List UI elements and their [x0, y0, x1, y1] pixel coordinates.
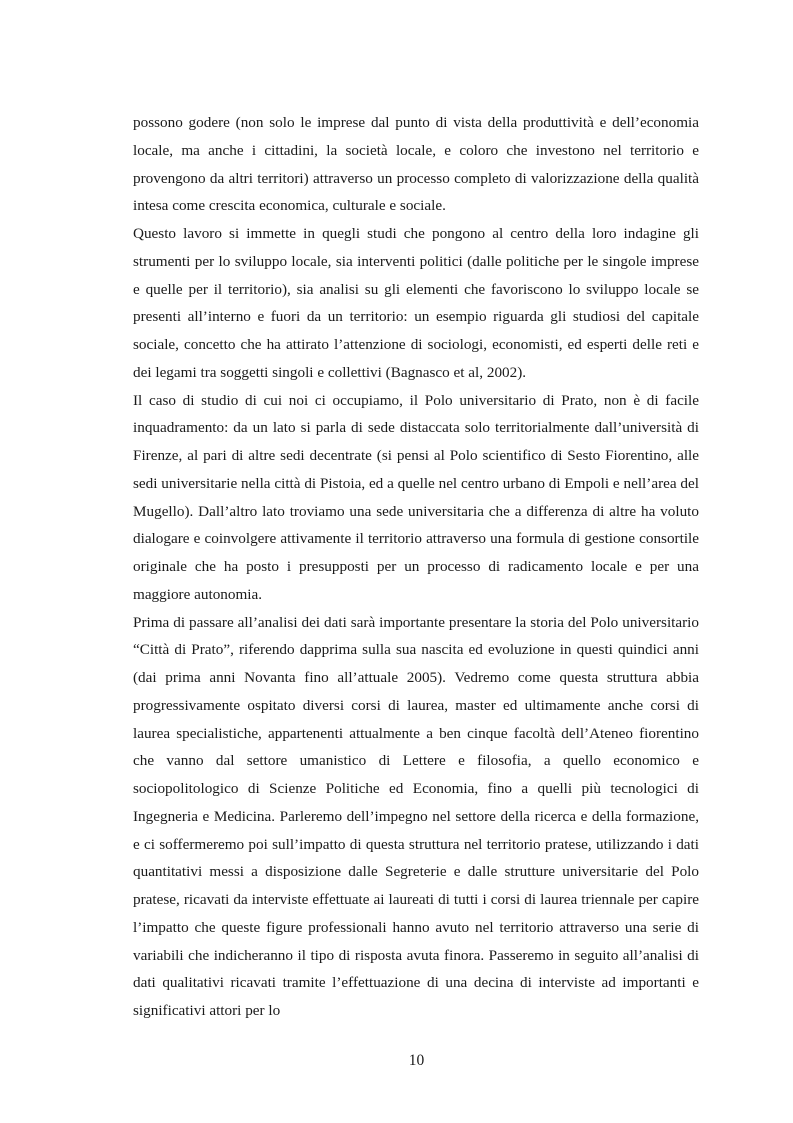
- paragraph-2: Questo lavoro si immette in quegli studi che pongono al centro della loro indagine gli strumenti per lo sviluppo locale, sia interventi politici (dalle politiche per le singole imprese e quelle per il territorio), sia analisi su gli elementi che favoriscono lo sviluppo locale se presenti all’interno e fuori da un territorio: un esempio riguarda gli studiosi del capitale sociale, concetto che ha attirato l’attenzione di sociologi, economisti, ed esperti delle reti e dei legami tra soggetti singoli e collettivi (Bagnasco et al, 2002).: [133, 225, 699, 381]
- paragraph-3: Il caso di studio di cui noi ci occupiamo, il Polo universitario di Prato, non è di facile inquadramento: da un lato si parla di sede distaccata solo territorialmente dall’università di Firenze, al pari di altre sedi decentrate (si pensi al Polo scientifico di Sesto Fiorentino, alle sedi universitarie nella città di Pistoia, ed a quelle nel centro urbano di Empoli e nell’area del Mugello). Dall’altro lato troviamo una sede universitaria che a differenza di altre ha voluto dialogare e coinvolgere attivamente il territorio attraverso una formula di gestione consortile originale che ha posto i presupposti per un processo di radicamento locale e per una maggiore autonomia.: [133, 391, 699, 603]
- paragraph-4: Prima di passare all’analisi dei dati sarà importante presentare la storia del Polo universitario “Città di Prato”, riferendo dapprima sulla sua nascita ed evoluzione in questi quindici anni (dai prima anni Novanta fino all’attuale 2005). Vedremo come questa struttura abbia progressivamente ospitato diversi corsi di laurea, master ed ultimamente anche corsi di laurea specialistiche, appartenenti attualmente a ben cinque facoltà dell’Ateneo fiorentino che vanno dal settore umanistico di Lettere e filosofia, a quello economico e sociopolitologico di Scienze Politiche ed Economia, fino a quelli più tecnologici di Ingegneria e Medicina. Parleremo dell’impegno nel settore della ricerca e della formazione, e ci soffermeremo poi sull’impatto di questa struttura nel territorio pratese, utilizzando i dati quantitativi messi a disposizione dalle Segreterie e dalle strutture universitarie del Polo pratese, ricavati da interviste effettuate ai laureati di tutti i corsi di laurea triennale per capire l’impatto che queste figure professionali hanno avuto nel territorio attraverso una serie di variabili che indicheranno il tipo di risposta avuta finora. Passeremo in seguito all’analisi di dati qualitativi ricavati tramite l’effettuazione di una decina di interviste ad importanti e significativi attori per lo: [133, 613, 699, 1019]
- paragraph-1: possono godere (non solo le imprese dal punto di vista della produttività e dell’economia locale, ma anche i cittadini, la società locale, e coloro che investono nel territorio e provengono da altri territori) attraverso un processo completo di valorizzazione della qualità intesa come crescita economica, culturale e sociale.: [133, 114, 699, 215]
- page-number: 10: [408, 1052, 425, 1069]
- body-text: [133, 109, 699, 1025]
